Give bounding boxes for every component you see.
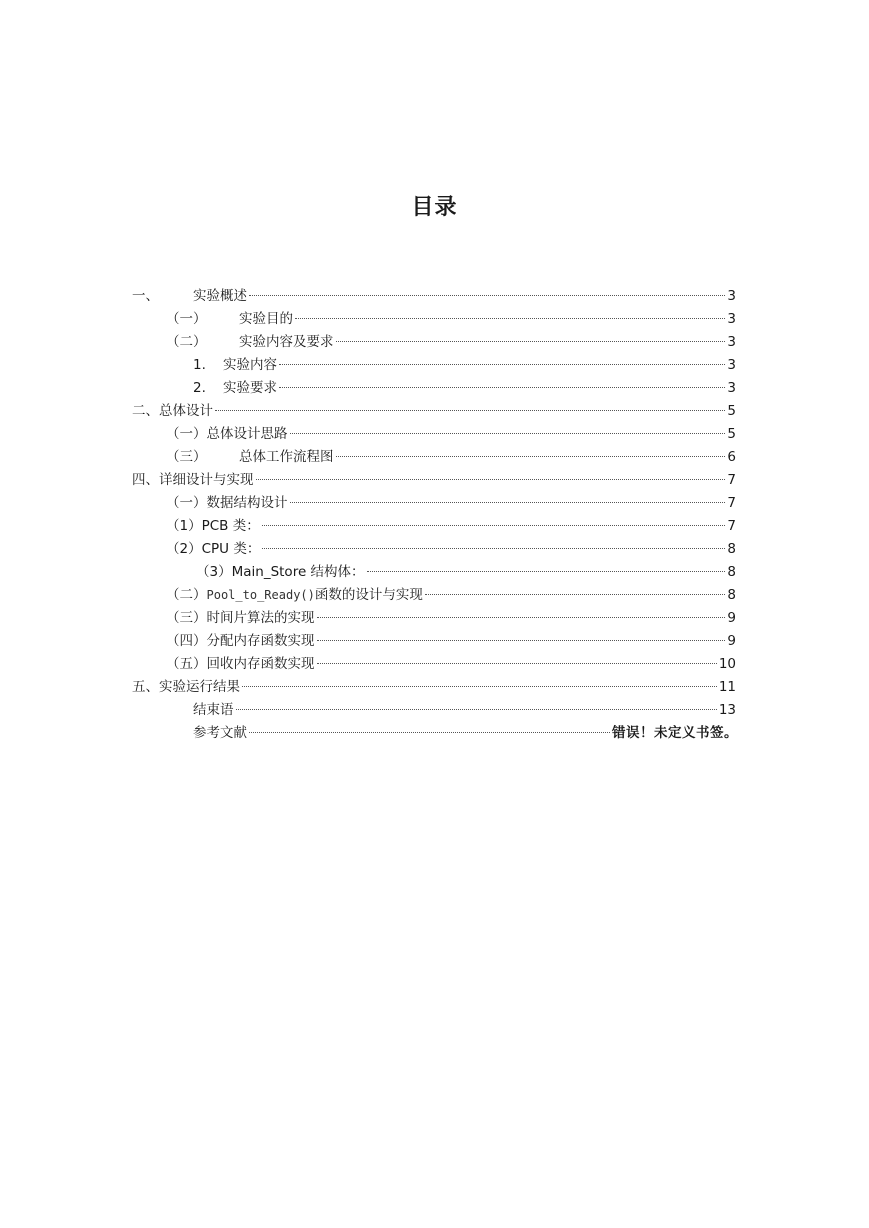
toc-number: 1.: [193, 357, 206, 373]
dot-leader: [425, 594, 726, 595]
toc-label: 五、实验运行结果: [132, 679, 240, 695]
toc-entry-results[interactable]: [132, 676, 736, 698]
page-title: 目录: [411, 195, 458, 220]
toc-entry-purpose[interactable]: [166, 308, 736, 330]
dot-leader: [336, 456, 726, 457]
dot-leader: [290, 502, 726, 503]
toc-page-number: 8: [727, 541, 736, 557]
dot-leader: [317, 617, 726, 618]
toc-entry-conclusion[interactable]: [193, 699, 736, 721]
toc-entry-time-slice[interactable]: [166, 607, 736, 629]
toc-label: 实验内容及要求: [239, 334, 334, 350]
toc-page-number: 3: [727, 380, 736, 396]
toc-page-number: 9: [727, 610, 736, 626]
toc-label: （一）总体设计思路: [166, 426, 288, 442]
toc-entry-data-structures[interactable]: [166, 492, 736, 514]
toc-entry-cpu-class[interactable]: [166, 538, 736, 560]
toc-label: 实验内容: [223, 357, 277, 373]
dot-leader: [336, 341, 726, 342]
dot-leader: [215, 410, 725, 411]
toc-number: 2.: [193, 380, 206, 396]
toc-label: 实验概述: [193, 288, 247, 304]
toc-page-number: 3: [727, 334, 736, 350]
toc-entry-requirements[interactable]: [193, 377, 736, 399]
toc-page-number: 3: [727, 357, 736, 373]
toc-page-number: 5: [727, 426, 736, 442]
toc-label: 二、总体设计: [132, 403, 213, 419]
dot-leader: [317, 640, 726, 641]
toc-number: （三）: [166, 449, 207, 465]
toc-page-number: 7: [727, 518, 736, 534]
toc-entry-main-store[interactable]: [196, 561, 736, 583]
toc-label: （五）回收内存函数实现: [166, 656, 315, 672]
toc-label: （2）CPU 类：: [166, 541, 261, 557]
toc-label: 实验要求: [223, 380, 277, 396]
toc-page-number: 3: [727, 311, 736, 327]
toc-page-number: 10: [718, 656, 736, 672]
dot-leader: [279, 364, 725, 365]
toc-label: （一）数据结构设计: [166, 495, 288, 511]
dot-leader: [295, 318, 725, 319]
toc-label: （1）PCB 类：: [166, 518, 260, 534]
toc-entry-workflow-chart[interactable]: [166, 446, 736, 468]
dot-leader: [249, 732, 610, 733]
toc-entry-overview[interactable]: [132, 285, 736, 307]
toc-label: （四）分配内存函数实现: [166, 633, 315, 649]
toc-number: （二）: [166, 587, 207, 603]
toc-label: 总体工作流程图: [239, 449, 334, 465]
toc-page-number: 7: [727, 495, 736, 511]
toc-page-number: 7: [727, 472, 736, 488]
toc-entry-overall-design[interactable]: [132, 400, 736, 422]
toc-entry-detailed-design[interactable]: [132, 469, 736, 491]
toc-label: 四、详细设计与实现: [132, 472, 254, 488]
toc-label-tail: 函数的设计与实现: [314, 587, 423, 603]
toc-entry-references[interactable]: [193, 722, 738, 744]
toc-label-code: Pool_to_Ready(): [206, 588, 315, 602]
toc-number: 一、: [132, 288, 159, 304]
toc-page-number: 8: [727, 564, 736, 580]
toc-number: （一）: [166, 311, 207, 327]
toc-label: 参考文献: [193, 725, 247, 741]
dot-leader: [317, 663, 717, 664]
dot-leader: [290, 433, 726, 434]
toc-label: 实验目的: [239, 311, 293, 327]
toc-number: （二）: [166, 334, 207, 350]
dot-leader: [249, 295, 725, 296]
toc-entry-content-requirements[interactable]: [166, 331, 736, 353]
toc-entry-pool-to-ready[interactable]: [166, 584, 736, 606]
toc-page-error: 错误！未定义书签。: [612, 725, 738, 741]
toc-entry-allocate-memory[interactable]: [166, 630, 736, 652]
toc-entry-reclaim-memory[interactable]: [166, 653, 736, 675]
dot-leader: [262, 525, 726, 526]
dot-leader: [367, 571, 726, 572]
toc-label: 结束语: [193, 702, 234, 718]
toc-label: （三）时间片算法的实现: [166, 610, 315, 626]
toc-page-number: 6: [727, 449, 736, 465]
toc-page-number: 5: [727, 403, 736, 419]
toc-entry-pcb-class[interactable]: [166, 515, 736, 537]
dot-leader: [279, 387, 725, 388]
dot-leader: [262, 548, 725, 549]
toc-entry-design-ideas[interactable]: [166, 423, 736, 445]
toc-page-number: 11: [718, 679, 736, 695]
dot-leader: [256, 479, 726, 480]
toc-page-number: 13: [718, 702, 736, 718]
toc-label: （3）Main_Store 结构体：: [196, 564, 365, 580]
toc-page-number: 3: [727, 288, 736, 304]
toc-entry-content[interactable]: [193, 354, 736, 376]
dot-leader: [236, 709, 717, 710]
toc-page-number: 8: [727, 587, 736, 603]
toc-page-number: 9: [727, 633, 736, 649]
dot-leader: [242, 686, 717, 687]
